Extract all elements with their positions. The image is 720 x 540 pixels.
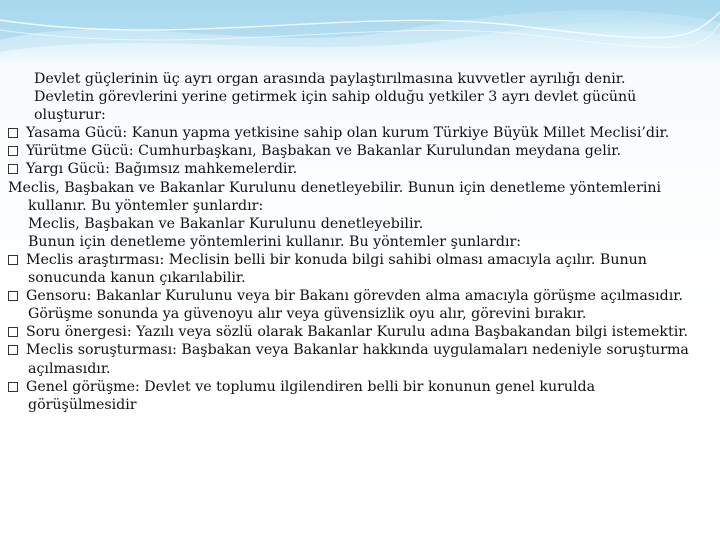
- checkbox-bullet-icon: [8, 164, 18, 174]
- list-item-general-debate: [8, 378, 708, 414]
- checkbox-bullet-icon: [8, 327, 18, 337]
- checkbox-bullet-icon: [8, 345, 18, 355]
- list-item-interpellation-text: Gensoru: Bakanlar Kurulunu veya bir Bakanı görevden alma amacıyla görüşme açılmasıdır. Görüşme sonunda ya güvenoyu alır veya güvensizlik oyu alır, görevini bırakır.: [26, 288, 683, 323]
- list-item-executive-text: Yürütme Gücü: Cumhurbaşkanı, Başbakan ve Bakanlar Kurulundan meydana gelir.: [26, 143, 621, 160]
- list-item-legislative: [8, 124, 708, 142]
- paragraph-methods-intro-text: Bunun için denetleme yöntemlerini kullanır. Bu yöntemler şunlardır:: [28, 233, 522, 250]
- paragraph-definition: [8, 70, 708, 88]
- list-item-parliamentary-investigation: [8, 341, 708, 377]
- list-item-legislative-text: Yasama Gücü: Kanun yapma yetkisine sahip olan kurum Türkiye Büyük Millet Meclisi’dir.: [26, 125, 670, 142]
- paragraph-powers-intro-text: Devletin görevlerini yerine getirmek için sahip olduğu yetkiler 3 ayrı devlet gücünü oluşturur:: [34, 89, 637, 124]
- checkbox-bullet-icon: [8, 291, 18, 301]
- list-item-parliamentary-inquiry: [8, 251, 708, 287]
- checkbox-bullet-icon: [8, 146, 18, 156]
- paragraph-methods-intro: [8, 233, 708, 251]
- paragraph-oversight: [8, 179, 708, 215]
- header-wave-decoration: [0, 0, 720, 62]
- wave-graphic: [0, 0, 720, 62]
- list-item-judicial: [8, 160, 708, 178]
- paragraph-definition-text: Devlet güçlerinin üç ayrı organ arasında paylaştırılmasına kuvvetler ayrılığı denir.: [34, 71, 626, 87]
- paragraph-oversight-text: Meclis, Başbakan ve Bakanlar Kurulunu denetleyebilir. Bunun için denetleme yöntemlerini kullanır. Bu yöntemler şunlardır:: [8, 179, 662, 214]
- checkbox-bullet-icon: [8, 382, 18, 392]
- slide-content: [8, 70, 708, 414]
- checkbox-bullet-icon: [8, 128, 18, 138]
- paragraph-powers-intro: [8, 88, 708, 124]
- list-item-question: [8, 323, 708, 341]
- list-item-question-text: Soru önergesi: Yazılı veya sözlü olarak Bakanlar Kurulu adına Başbakandan bilgi istemektir.: [26, 324, 688, 341]
- list-item-interpellation: [8, 287, 708, 323]
- list-item-executive: [8, 142, 708, 160]
- checkbox-bullet-icon: [8, 255, 18, 265]
- list-item-parliamentary-inquiry-text: Meclis araştırması: Meclisin belli bir konuda bilgi sahibi olması amacıyla açılır. Bunun sonucunda kanun çıkarılabilir.: [26, 251, 647, 287]
- paragraph-oversight-repeat: [8, 215, 708, 233]
- list-item-judicial-text: Yargı Gücü: Bağımsız mahkemelerdir.: [26, 161, 298, 178]
- paragraph-oversight-repeat-text: Meclis, Başbakan ve Bakanlar Kurulunu denetleyebilir.: [28, 215, 424, 232]
- list-item-general-debate-text: Genel görüşme: Devlet ve toplumu ilgilendiren belli bir konunun genel kurulda görüşülmesidir: [26, 378, 596, 413]
- list-item-parliamentary-investigation-text: Meclis soruşturması: Başbakan veya Bakanlar hakkında uygulamaları nedeniyle soruşturma açılmasıdır.: [26, 342, 689, 377]
